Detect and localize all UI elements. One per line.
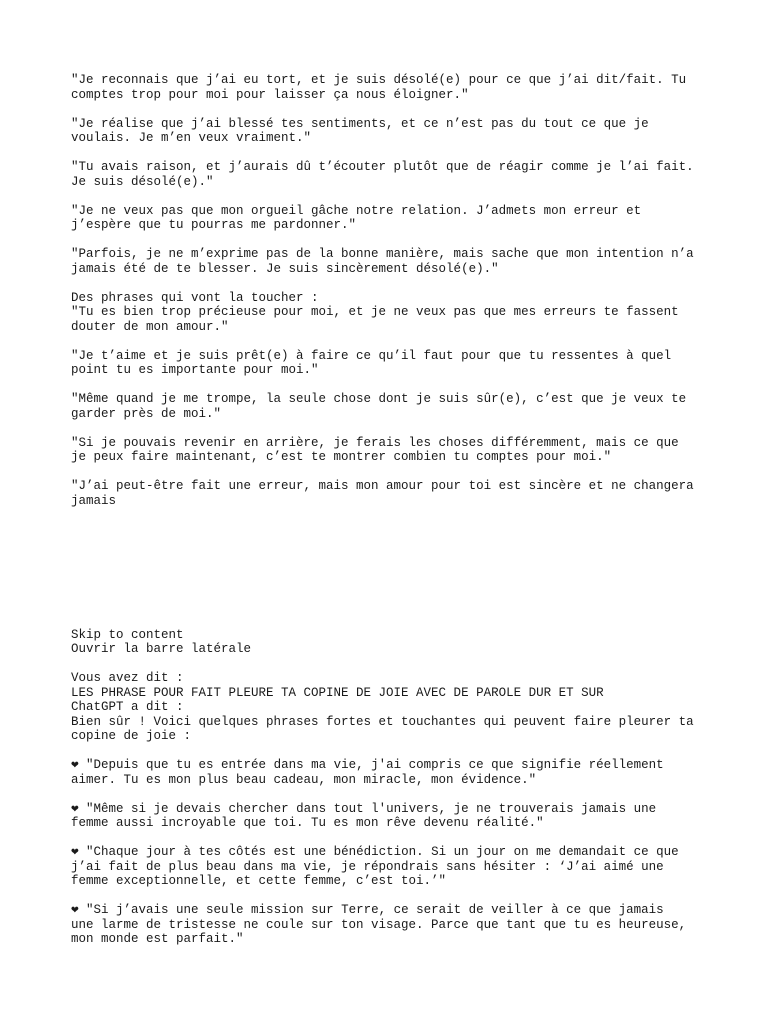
quote-line: jamais [71,493,117,508]
quote-line: jamais été de te blesser. Je suis sincèrement désolé(e)." [71,261,499,276]
quote-paragraph [71,73,711,102]
quote-line: "Parfois, je ne m’exprime pas de la bonne manière, mais sache que mon intention n’a [71,247,694,261]
quote-paragraph [71,291,711,335]
open-sidebar-link[interactable]: Ouvrir la barre latérale [71,642,252,656]
quote-line: point tu es importante pour moi." [71,363,319,377]
quote-line: ❤ "Si j’avais une seule mission sur Terre, ce serait de veiller à ce que jamais [71,903,664,917]
quote-paragraph-heart [71,903,711,947]
document-page [71,73,711,961]
quote-line: voulais. Je m’en veux vraiment." [71,131,312,145]
quote-line: "Je réalise que j’ai blessé tes sentiments, et ce n’est pas du tout ce que je [71,116,649,131]
quote-line: j’ai fait de plus beau dans ma vie, je répondrais sans hésiter : ‘J’ai aimé une [71,859,664,874]
quote-paragraph-heart [71,758,711,787]
heart-icon: ❤ [71,903,79,917]
quote-line: "Je reconnais que j’ai eu tort, et je suis désolé(e) pour ce que j’ai dit/fait. Tu [71,73,687,87]
quote-paragraph [71,349,711,378]
love-quotes [71,758,711,947]
quote-line: garder près de moi." [71,406,222,421]
user-label: Vous avez dit : [71,671,184,685]
quote-paragraph [71,247,711,276]
quote-line: femme aussi incroyable que toi. Tu es mon rêve devenu réalité." [71,816,544,830]
quote-paragraph [71,479,711,508]
assistant-label: ChatGPT a dit : [71,700,184,714]
chat-exchange [71,671,711,744]
assistant-intro-line: copine de joie : [71,729,192,743]
quote-line: Je suis désolé(e)." [71,174,214,189]
quote-line: femme exceptionnelle, et cette femme, c’est toi.’" [71,874,447,888]
quote-line: Des phrases qui vont la toucher : [71,290,319,305]
quote-line: aimer. Tu es mon plus beau cadeau, mon miracle, mon évidence." [71,772,537,787]
quote-paragraph-heart [71,845,711,889]
heart-icon: ❤ [71,845,79,859]
apology-quotes [71,73,711,508]
quote-line: "Si je pouvais revenir en arrière, je ferais les choses différemment, mais ce que [71,435,679,450]
quote-paragraph-heart [71,802,711,831]
quote-paragraph [71,436,711,465]
quote-paragraph [71,117,711,146]
quote-line: ❤ "Chaque jour à tes côtés est une bénédiction. Si un jour on me demandait ce que [71,845,679,859]
chat-nav [71,628,711,657]
heart-icon: ❤ [71,801,79,816]
quote-line: "Je t’aime et je suis prêt(e) à faire ce qu’il faut pour que tu ressentes à quel [71,348,672,363]
blank-space [71,523,711,628]
quote-line: j’espère que tu pourras me pardonner." [71,218,357,232]
quote-paragraph [71,392,711,421]
quote-line: "Je ne veux pas que mon orgueil gâche notre relation. J’admets mon erreur et [71,203,642,218]
quote-line: ❤ "Même si je devais chercher dans tout l'univers, je ne trouverais jamais une [71,801,657,816]
quote-line: je peux faire maintenant, c’est te montrer combien tu comptes pour moi." [71,450,612,464]
user-message: LES PHRASE POUR FAIT PLEURE TA COPINE DE JOIE AVEC DE PAROLE DUR ET SUR [71,685,604,700]
quote-line: douter de mon amour." [71,319,229,334]
quote-line: comptes trop pour moi pour laisser ça nous éloigner." [71,87,469,102]
heart-icon: ❤ [71,758,79,772]
skip-to-content-link[interactable]: Skip to content [71,627,184,642]
quote-line: "Tu es bien trop précieuse pour moi, et je ne veux pas que mes erreurs te fassent [71,305,679,319]
quote-line: "Tu avais raison, et j’aurais dû t’écouter plutôt que de réagir comme je l’ai fait. [71,160,694,174]
quote-line: une larme de tristesse ne coule sur ton visage. Parce que tant que tu es heureuse, [71,917,687,932]
quote-paragraph [71,204,711,233]
quote-paragraph [71,160,711,189]
quote-line: "J’ai peut-être fait une erreur, mais mon amour pour toi est sincère et ne changera [71,479,694,493]
quote-line: "Même quand je me trompe, la seule chose dont je suis sûr(e), c’est que je veux te [71,392,687,406]
quote-line: mon monde est parfait." [71,932,244,946]
quote-line: ❤ "Depuis que tu es entrée dans ma vie, j'ai compris ce que signifie réellement [71,758,664,772]
assistant-intro-line: Bien sûr ! Voici quelques phrases fortes et touchantes qui peuvent faire pleurer ta [71,714,694,729]
